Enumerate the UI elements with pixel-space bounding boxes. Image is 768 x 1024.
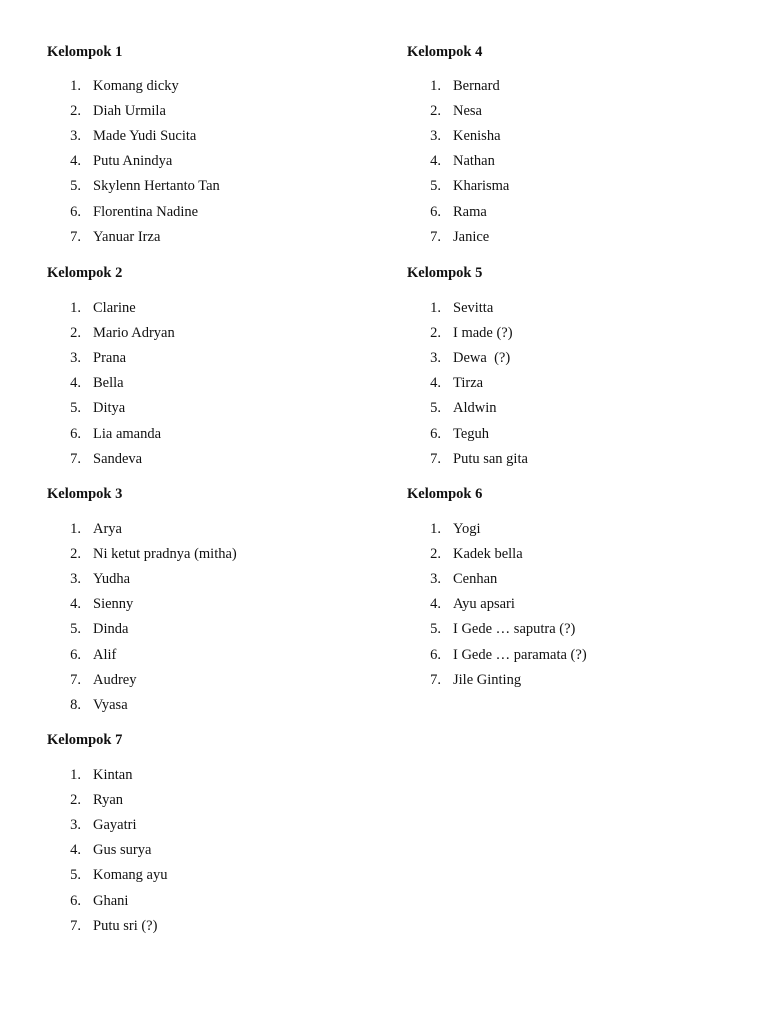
- list-item-number: 6.: [430, 204, 441, 220]
- list-item-name: Prana: [93, 350, 127, 366]
- list-item-name: Sevitta: [453, 300, 494, 316]
- list-item-name: Komang ayu: [93, 867, 168, 883]
- list-item-name: Kintan: [93, 767, 133, 783]
- list-item-name: Janice: [453, 229, 490, 245]
- list-item-name: I Gede … paramata (?): [453, 647, 587, 663]
- list-item-number: 4.: [70, 842, 81, 858]
- list-item-name: Skylenn Hertanto Tan: [93, 178, 220, 194]
- group-title: Kelompok 4: [407, 44, 483, 60]
- list-item-number: 6.: [430, 426, 441, 442]
- list-item-number: 1.: [430, 78, 441, 94]
- list-item-number: 3.: [70, 128, 81, 144]
- list-item-number: 4.: [430, 153, 441, 169]
- list-item-number: 6.: [70, 893, 81, 909]
- group-title: Kelompok 7: [47, 732, 123, 748]
- list-item-name: Clarine: [93, 300, 136, 316]
- list-item-number: 7.: [70, 451, 81, 467]
- list-item-number: 2.: [70, 103, 81, 119]
- list-item-name: I Gede … saputra (?): [453, 621, 576, 637]
- list-item-number: 1.: [70, 521, 81, 537]
- list-item-name: Dinda: [93, 621, 129, 637]
- list-item-number: 7.: [70, 229, 81, 245]
- list-item-number: 6.: [70, 647, 81, 663]
- list-item-number: 5.: [70, 867, 81, 883]
- list-item-name: Bernard: [453, 78, 500, 94]
- list-item-name: Alif: [93, 647, 117, 663]
- list-item-name: Putu san gita: [453, 451, 528, 467]
- list-item-number: 3.: [70, 817, 81, 833]
- list-item-name: Audrey: [93, 672, 137, 688]
- list-item-number: 7.: [70, 672, 81, 688]
- list-item-name: Yanuar Irza: [93, 229, 161, 245]
- list-item-number: 5.: [430, 178, 441, 194]
- list-item-name: Diah Urmila: [93, 103, 166, 119]
- list-item-number: 4.: [70, 596, 81, 612]
- list-item-name: Ni ketut pradnya (mitha): [93, 546, 237, 562]
- list-item-name: Made Yudi Sucita: [93, 128, 197, 144]
- list-item-number: 3.: [430, 350, 441, 366]
- list-item-name: Kadek bella: [453, 546, 523, 562]
- list-item-number: 5.: [70, 178, 81, 194]
- list-item-name: Bella: [93, 375, 124, 391]
- list-item-name: Sienny: [93, 596, 134, 612]
- list-item-name: Aldwin: [453, 400, 497, 416]
- list-item-number: 4.: [70, 375, 81, 391]
- list-item-number: 3.: [70, 350, 81, 366]
- list-item-number: 1.: [430, 300, 441, 316]
- list-item-number: 5.: [70, 621, 81, 637]
- list-item-number: 1.: [70, 767, 81, 783]
- list-item-number: 6.: [70, 426, 81, 442]
- list-item-name: Arya: [93, 521, 122, 537]
- group-title: Kelompok 1: [47, 44, 123, 60]
- list-item-name: Kharisma: [453, 178, 510, 194]
- list-item-name: Gayatri: [93, 817, 137, 833]
- list-item-number: 6.: [70, 204, 81, 220]
- list-item-number: 2.: [430, 546, 441, 562]
- list-item-name: Lia amanda: [93, 426, 162, 442]
- list-item-name: Nathan: [453, 153, 495, 169]
- list-item-number: 3.: [430, 571, 441, 587]
- list-item-name: Sandeva: [93, 451, 143, 467]
- list-item-number: 7.: [430, 672, 441, 688]
- list-item-name: Teguh: [453, 426, 490, 442]
- list-item-number: 5.: [70, 400, 81, 416]
- list-item-name: Dewa (?): [453, 350, 511, 366]
- list-item-name: Florentina Nadine: [93, 204, 199, 220]
- list-item-number: 2.: [70, 325, 81, 341]
- list-item-number: 5.: [430, 621, 441, 637]
- list-item-number: 7.: [430, 451, 441, 467]
- list-item-number: 4.: [430, 596, 441, 612]
- group-title: Kelompok 6: [407, 486, 483, 502]
- list-item-number: 5.: [430, 400, 441, 416]
- list-item-name: Gus surya: [93, 842, 152, 858]
- list-item-number: 1.: [70, 78, 81, 94]
- group-title: Kelompok 3: [47, 486, 123, 502]
- list-item-name: Putu Anindya: [93, 153, 173, 169]
- list-item-name: Ditya: [93, 400, 126, 416]
- list-item-name: Jile Ginting: [453, 672, 522, 688]
- group-title: Kelompok 5: [407, 265, 483, 281]
- list-item-number: 3.: [430, 128, 441, 144]
- list-item-number: 7.: [430, 229, 441, 245]
- list-item-name: Mario Adryan: [93, 325, 175, 341]
- list-item-number: 7.: [70, 918, 81, 934]
- list-item-number: 4.: [430, 375, 441, 391]
- list-item-name: Kenisha: [453, 128, 501, 144]
- list-item-name: Cenhan: [453, 571, 498, 587]
- list-item-number: 1.: [70, 300, 81, 316]
- group-title: Kelompok 2: [47, 265, 123, 281]
- list-item-number: 1.: [430, 521, 441, 537]
- list-item-name: Rama: [453, 204, 487, 220]
- list-item-number: 8.: [70, 697, 81, 713]
- list-item-number: 2.: [70, 792, 81, 808]
- list-item-number: 3.: [70, 571, 81, 587]
- list-item-name: Ryan: [93, 792, 124, 808]
- list-item-name: Vyasa: [93, 697, 128, 713]
- list-item-name: Nesa: [453, 103, 482, 119]
- list-item-name: Putu sri (?): [93, 918, 158, 934]
- list-item-name: Ghani: [93, 893, 129, 909]
- list-item-number: 6.: [430, 647, 441, 663]
- list-item-number: 2.: [430, 325, 441, 341]
- list-item-name: Ayu apsari: [453, 596, 515, 612]
- list-item-number: 2.: [70, 546, 81, 562]
- list-item-name: Tirza: [453, 375, 484, 391]
- list-item-name: Yudha: [93, 571, 131, 587]
- list-item-number: 4.: [70, 153, 81, 169]
- list-item-name: I made (?): [453, 325, 513, 341]
- list-item-number: 2.: [430, 103, 441, 119]
- list-item-name: Komang dicky: [93, 78, 179, 94]
- list-item-name: Yogi: [453, 521, 481, 537]
